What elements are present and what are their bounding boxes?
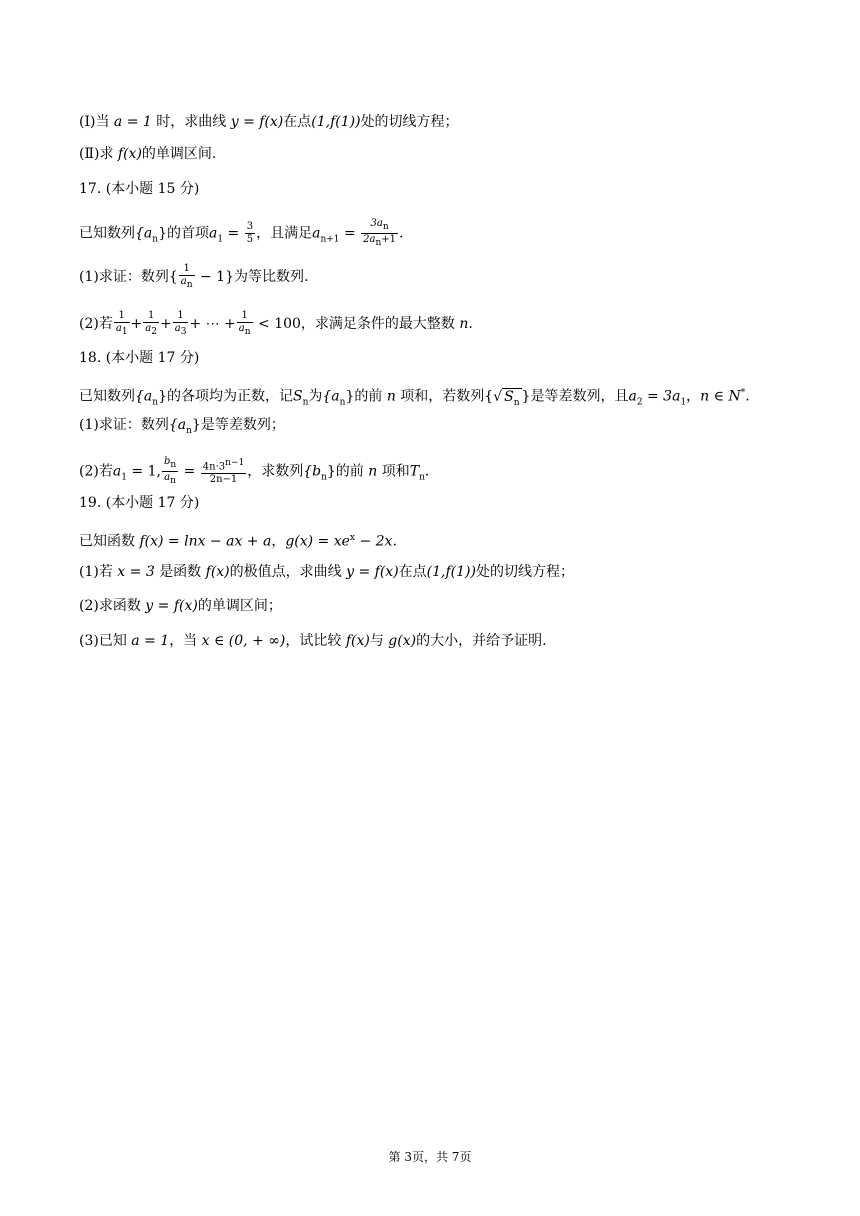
text: (1)求证：数列 bbox=[79, 269, 169, 285]
fraction-num: 1 bbox=[237, 310, 253, 323]
math-sub: n bbox=[170, 460, 177, 470]
math-sup: * bbox=[740, 388, 746, 398]
math: S bbox=[504, 388, 514, 405]
fraction-den: 2n−1 bbox=[209, 474, 238, 486]
text: 为 bbox=[308, 388, 323, 405]
math: y = f(x) bbox=[346, 564, 399, 580]
math-sub: 3 bbox=[180, 327, 187, 337]
text: (Ⅰ)当 bbox=[79, 114, 110, 130]
q17-part1 bbox=[79, 263, 800, 291]
math: f(x) = lnx − ax + a bbox=[139, 533, 272, 550]
text: 在点 bbox=[398, 564, 427, 580]
math: n bbox=[459, 316, 469, 332]
math: } bbox=[326, 463, 336, 480]
math: − 1} bbox=[195, 269, 234, 285]
fraction bbox=[361, 218, 398, 249]
math-sub: n bbox=[375, 238, 382, 248]
math: y = f(x) bbox=[230, 114, 284, 130]
text: (3)已知 bbox=[79, 633, 127, 649]
q18-part2 bbox=[79, 456, 800, 487]
math: { bbox=[168, 269, 178, 285]
math: {b bbox=[303, 463, 322, 480]
text: 项和，若数列 bbox=[400, 388, 485, 405]
math: = bbox=[223, 225, 244, 242]
q16-part1 bbox=[79, 113, 800, 131]
q17-part2: (2)若 $\frac{1}{a_1}$ + $\frac{1}{a_2}$ + $\frac{1}{a_3}$ + ⋯ + $\frac{1}{a_n}$ < 100，求满足条件的最大整数 n. bbox=[79, 310, 473, 337]
math: S bbox=[292, 388, 303, 405]
math: = bbox=[179, 463, 200, 480]
fraction-num: 3 bbox=[246, 221, 254, 232]
math: a bbox=[112, 463, 122, 480]
math-sub: n bbox=[186, 280, 193, 290]
sqrt-radicand bbox=[502, 388, 521, 408]
math: a bbox=[174, 323, 181, 334]
text: (Ⅱ)求 bbox=[79, 146, 114, 162]
math: a bbox=[628, 388, 637, 405]
math: g(x) bbox=[388, 633, 417, 649]
text: . bbox=[424, 463, 430, 480]
math: n bbox=[368, 463, 378, 480]
text: 已知数列 bbox=[79, 225, 135, 242]
math: a = 1 bbox=[131, 633, 170, 649]
math: } bbox=[158, 388, 167, 405]
math-sub: n bbox=[302, 397, 309, 408]
fraction-num: 1 bbox=[114, 310, 130, 323]
text: (1)求证：数列 bbox=[79, 417, 169, 433]
text: 的前 bbox=[335, 463, 364, 480]
math: a bbox=[312, 225, 321, 242]
math: f(x) bbox=[205, 564, 230, 580]
page-footer: 第 3页，共 7页 bbox=[388, 1150, 472, 1164]
fraction-num bbox=[361, 218, 398, 234]
math: {a bbox=[135, 388, 153, 405]
math: n bbox=[386, 388, 396, 405]
math-sub: n bbox=[152, 397, 159, 408]
math: a bbox=[115, 323, 122, 334]
text: . bbox=[468, 316, 473, 332]
q17-intro bbox=[79, 218, 800, 249]
math: a bbox=[238, 323, 245, 334]
q18-heading: 18. (本小题 17 分) bbox=[79, 350, 200, 366]
math-sup: n−1 bbox=[225, 457, 245, 468]
q19-part2 bbox=[79, 597, 800, 615]
fraction bbox=[237, 310, 253, 338]
math: 3a bbox=[370, 218, 383, 229]
text: ， bbox=[686, 388, 701, 405]
text: 的极值点，求曲线 bbox=[229, 564, 342, 580]
math-sub: n bbox=[186, 425, 192, 436]
math-sub: 2 bbox=[636, 397, 643, 408]
math: a bbox=[164, 472, 171, 483]
fraction-den bbox=[143, 323, 159, 338]
fraction-num: 1 bbox=[143, 310, 159, 323]
math-sub: n bbox=[321, 472, 327, 483]
text: (2)若 bbox=[79, 463, 113, 480]
math-sub: n bbox=[152, 234, 159, 245]
text: ，求满足条件的最大整数 bbox=[300, 316, 455, 332]
q19-part3 bbox=[79, 632, 800, 650]
text: 项和 bbox=[381, 463, 410, 480]
math: a bbox=[208, 225, 218, 242]
math: } bbox=[345, 388, 355, 405]
math: < 100 bbox=[253, 316, 301, 332]
text: 已知函数 bbox=[79, 533, 135, 550]
text: . bbox=[399, 225, 404, 242]
fraction bbox=[245, 221, 255, 246]
math: +1 bbox=[381, 234, 397, 245]
math-sub: n bbox=[382, 222, 389, 232]
math: f(x) bbox=[117, 146, 142, 162]
math-sub: n+1 bbox=[320, 234, 340, 245]
math: b bbox=[163, 456, 171, 467]
fraction-den: 5 bbox=[246, 234, 254, 245]
text: 的大小，并给予证明. bbox=[416, 633, 547, 649]
math: 2a bbox=[363, 234, 376, 245]
q18-part1 bbox=[79, 416, 800, 440]
math: = 3a bbox=[642, 388, 681, 405]
text: 时，求曲线 bbox=[156, 114, 227, 130]
math: {a bbox=[135, 225, 153, 242]
text: 在点 bbox=[283, 114, 312, 130]
text: (2)求函数 bbox=[79, 598, 141, 614]
math: g(x) = xe bbox=[285, 533, 350, 550]
math-sub: 1 bbox=[680, 397, 687, 408]
math-sub: 1 bbox=[217, 234, 224, 245]
text: . bbox=[745, 388, 750, 405]
fraction-num bbox=[201, 457, 246, 474]
text: (2)若 bbox=[79, 316, 113, 332]
math: a bbox=[145, 323, 152, 334]
text: ，试比较 bbox=[285, 633, 342, 649]
math: } bbox=[521, 388, 531, 405]
fraction bbox=[162, 456, 178, 487]
text: 的各项均为正数，记 bbox=[166, 388, 293, 405]
text: 是等差数列，且 bbox=[530, 388, 629, 405]
q16-part2 bbox=[79, 145, 800, 163]
math: {a bbox=[168, 417, 187, 433]
text: 是函数 bbox=[159, 564, 202, 580]
math-sub: n bbox=[513, 397, 520, 408]
fraction-den bbox=[173, 323, 189, 338]
math: (1,f(1)) bbox=[426, 564, 476, 580]
text: 与 bbox=[369, 633, 384, 649]
math: y = f(x) bbox=[145, 598, 198, 614]
math-sub: n bbox=[339, 397, 346, 408]
fraction-den bbox=[361, 234, 398, 249]
math: = bbox=[339, 225, 361, 242]
fraction-num bbox=[162, 456, 178, 472]
q17-heading: 17. (本小题 15 分) bbox=[79, 181, 200, 197]
text: 是等差数列； bbox=[200, 417, 285, 433]
math-sub: 1 bbox=[121, 472, 127, 483]
fraction bbox=[201, 457, 246, 486]
math: a bbox=[180, 276, 187, 287]
math-sub: n bbox=[244, 327, 251, 337]
text: 为等比数列. bbox=[233, 269, 309, 285]
fraction-den bbox=[162, 472, 178, 487]
fraction bbox=[173, 310, 189, 338]
math-sub: n bbox=[170, 476, 176, 486]
q19-part1 bbox=[79, 563, 800, 581]
fraction bbox=[143, 310, 159, 338]
text: ， bbox=[271, 533, 286, 550]
math: x = 3 bbox=[117, 564, 155, 580]
q18-intro bbox=[79, 384, 800, 411]
math: {a bbox=[322, 388, 340, 405]
math-sub: n bbox=[419, 472, 425, 483]
math: n ∈ N bbox=[700, 388, 741, 405]
math: = 1, bbox=[126, 463, 161, 480]
math: T bbox=[409, 463, 420, 480]
math: 4n·3 bbox=[202, 461, 226, 473]
fraction bbox=[179, 263, 195, 291]
math-sub: 2 bbox=[151, 327, 157, 337]
math: a = 1 bbox=[113, 114, 152, 130]
text: ，当 bbox=[169, 633, 198, 649]
math: − 2x bbox=[355, 533, 393, 550]
sqrt: √ $S_n$ bbox=[493, 388, 520, 408]
fraction-den bbox=[237, 323, 253, 338]
fraction-num: 1 bbox=[179, 263, 195, 276]
text: (1)若 bbox=[79, 564, 113, 580]
math: } bbox=[158, 225, 167, 242]
text: 的单调区间. bbox=[141, 146, 217, 162]
math: x ∈ (0, + ∞) bbox=[201, 633, 286, 649]
text: 的单调区间； bbox=[197, 598, 282, 614]
q19-intro bbox=[79, 529, 800, 551]
text: 处的切线方程； bbox=[360, 114, 459, 130]
math-sup: x bbox=[349, 533, 355, 543]
text: 已知数列 bbox=[79, 388, 135, 405]
math: { bbox=[484, 388, 494, 405]
text: . bbox=[392, 533, 397, 550]
math: f(x) bbox=[345, 633, 370, 649]
fraction-num: 1 bbox=[173, 310, 189, 323]
text: 的首项 bbox=[166, 225, 209, 242]
q19-heading: 19. (本小题 17 分) bbox=[79, 495, 200, 511]
fraction bbox=[114, 310, 130, 338]
text: ，且满足 bbox=[256, 225, 313, 242]
math: (1,f(1)) bbox=[311, 114, 361, 130]
fraction-den bbox=[114, 323, 130, 338]
math-sub: 1 bbox=[121, 327, 128, 337]
text: ，求数列 bbox=[247, 463, 304, 480]
text: 处的切线方程； bbox=[475, 564, 574, 580]
text: 的前 bbox=[354, 388, 383, 405]
math: } bbox=[191, 417, 201, 433]
fraction-den bbox=[179, 276, 195, 291]
